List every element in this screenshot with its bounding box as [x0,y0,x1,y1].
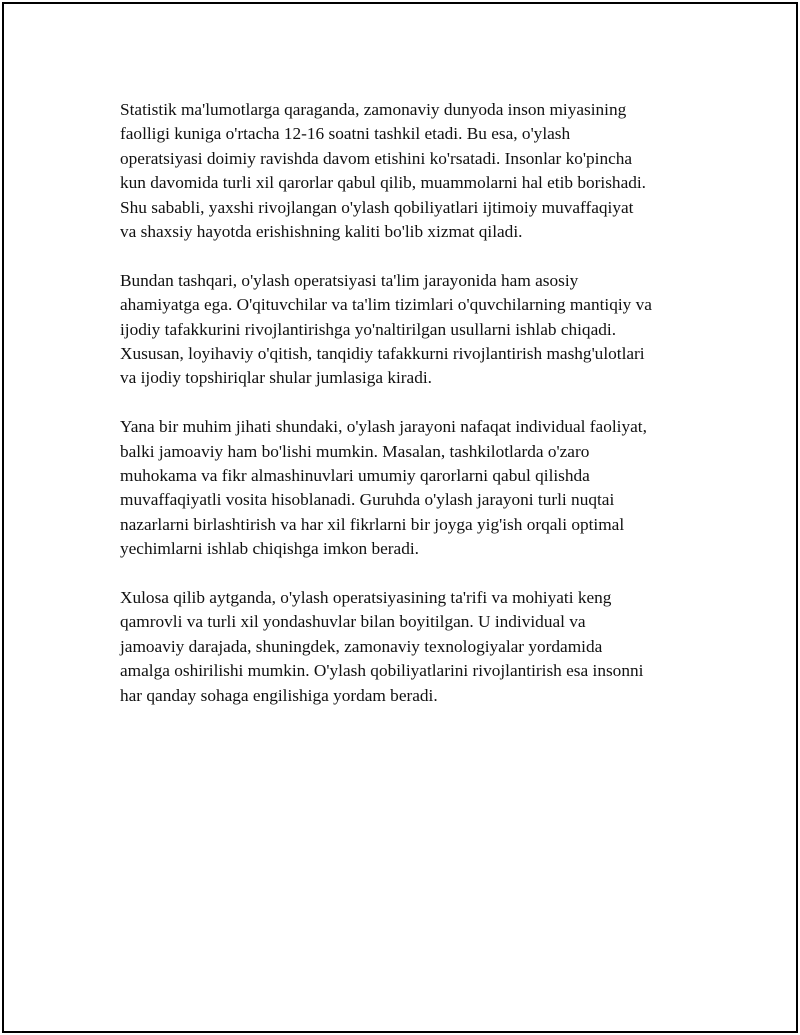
paragraph-1 [120,98,700,244]
text-line: nazarlarni birlashtirish va har xil fikrlarni bir joyga yig'ish orqali optimal [120,514,625,534]
text-line: yechimlarni ishlab chiqishga imkon beradi. [120,539,419,559]
text-line: qamrovli va turli xil yondashuvlar bilan boyitilgan. U individual va [120,612,586,632]
text-line: Yana bir muhim jihati shundaki, o'ylash jarayoni nafaqat individual faoliyat, [120,417,647,437]
text-line: amalga oshirilishi mumkin. O'ylash qobiliyatlarini rivojlantirish esa insonni [120,661,644,681]
text-line: kun davomida turli xil qarorlar qabul qilib, muammolarni hal etib borishadi. [120,173,647,193]
text-line: va shaxsiy hayotda erishishning kaliti bo'lib xizmat qiladi. [120,222,523,242]
text-line: Shu sababli, yaxshi rivojlangan o'ylash qobiliyatlari ijtimoiy muvaffaqiyat [120,197,634,217]
page-border [2,2,798,1033]
paragraph-4 [120,586,700,708]
text-line: Xususan, loyihaviy o'qitish, tanqidiy tafakkurni rivojlantirish mashg'ulotlari [120,344,645,364]
paragraph-3 [120,415,700,561]
text-line: jamoaviy darajada, shuningdek, zamonaviy texnologiyalar yordamida [120,636,603,656]
text-line: ijodiy tafakkurini rivojlantirishga yo'naltirilgan usullarni ishlab chiqadi. [120,319,617,339]
text-line: Statistik ma'lumotlarga qaraganda, zamonaviy dunyoda inson miyasining [120,100,627,119]
text-line: Xulosa qilib aytganda, o'ylash operatsiyasining ta'rifi va mohiyati keng [120,588,612,608]
paragraph-2 [120,269,700,391]
text-line: va ijodiy topshiriqlar shular jumlasiga kiradi. [120,368,432,388]
text-line: muvaffaqiyatli vosita hisoblanadi. Guruhda o'ylash jarayoni turli nuqtai [120,490,615,510]
text-line: har qanday sohaga engilishiga yordam beradi. [120,685,438,705]
text-line: Bundan tashqari, o'ylash operatsiyasi ta'lim jarayonida ham asosiy [120,270,579,290]
text-line: balki jamoaviy ham bo'lishi mumkin. Masalan, tashkilotlarda o'zaro [120,441,590,461]
text-line: operatsiyasi doimiy ravishda davom etishini ko'rsatadi. Insonlar ko'pincha [120,148,633,168]
text-line: faolligi kuniga o'rtacha 12-16 soatni tashkil etadi. Bu esa, o'ylash [120,124,571,144]
text-line: muhokama va fikr almashinuvlari umumiy qarorlarni qabul qilishda [120,466,590,486]
text-line: ahamiyatga ega. O'qituvchilar va ta'lim tizimlari o'quvchilarning mantiqiy va [120,295,652,315]
document-body [120,98,700,733]
